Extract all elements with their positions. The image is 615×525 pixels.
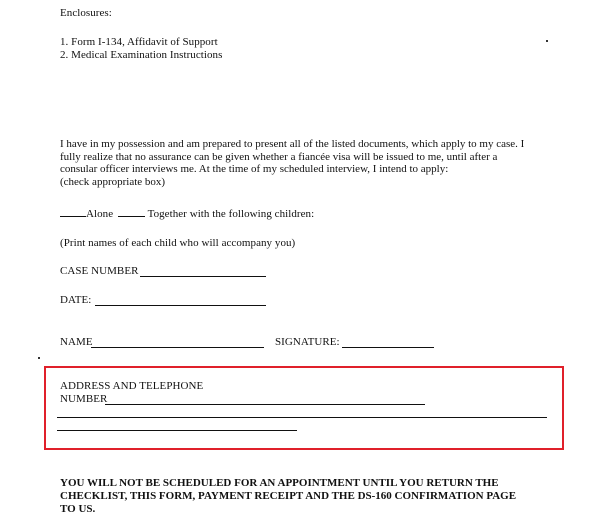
enclosure-item: 2. Medical Examination Instructions <box>60 49 223 61</box>
scan-speck <box>546 40 548 42</box>
case-number-field[interactable] <box>140 276 266 277</box>
address-field-line3[interactable] <box>57 430 297 431</box>
notice-line: TO US. <box>60 503 96 515</box>
together-checkbox-blank[interactable] <box>118 207 145 217</box>
address-field-line1[interactable] <box>105 404 425 405</box>
name-label: NAME <box>60 336 93 348</box>
appointment-notice <box>60 477 516 516</box>
children-note: (Print names of each child who will accompany you) <box>60 237 296 249</box>
address-label-line1: ADDRESS AND TELEPHONE <box>60 380 204 392</box>
alone-label: Alone <box>86 208 114 220</box>
case-number-label: CASE NUMBER <box>60 265 139 277</box>
date-field[interactable] <box>95 305 266 306</box>
address-field-line2[interactable] <box>57 417 547 418</box>
signature-field[interactable] <box>342 347 434 348</box>
apply-options <box>60 207 314 221</box>
address-highlight-box <box>44 366 564 450</box>
name-field[interactable] <box>91 347 264 348</box>
address-label-line2: NUMBER <box>60 393 108 405</box>
statement-paragraph <box>60 138 600 188</box>
date-label: DATE: <box>60 294 92 306</box>
notice-line: CHECKLIST, THIS FORM, PAYMENT RECEIPT AND THE DS-160 CONFIRMATION PAGE <box>60 490 517 502</box>
scan-speck <box>38 357 40 359</box>
enclosure-item: 1. Form I-134, Affidavit of Support <box>60 36 218 48</box>
statement-line: consular officer interviews me. At the time of my scheduled interview, I intend to apply: <box>60 163 449 176</box>
enclosures-heading: Enclosures: <box>60 7 112 19</box>
signature-label: SIGNATURE: <box>275 336 340 348</box>
statement-line: fully realize that no assurance can be given whether a fiancée visa will be issued to me, until after a <box>60 150 498 163</box>
together-label: Together with the following children: <box>147 208 315 220</box>
alone-checkbox-blank[interactable] <box>60 207 86 217</box>
statement-line: I have in my possession and am prepared to present all of the listed documents, which apply to my case. I <box>60 138 525 150</box>
statement-line: (check appropriate box) <box>60 175 166 188</box>
notice-line: YOU WILL NOT BE SCHEDULED FOR AN APPOINTMENT UNTIL YOU RETURN THE <box>60 477 499 489</box>
